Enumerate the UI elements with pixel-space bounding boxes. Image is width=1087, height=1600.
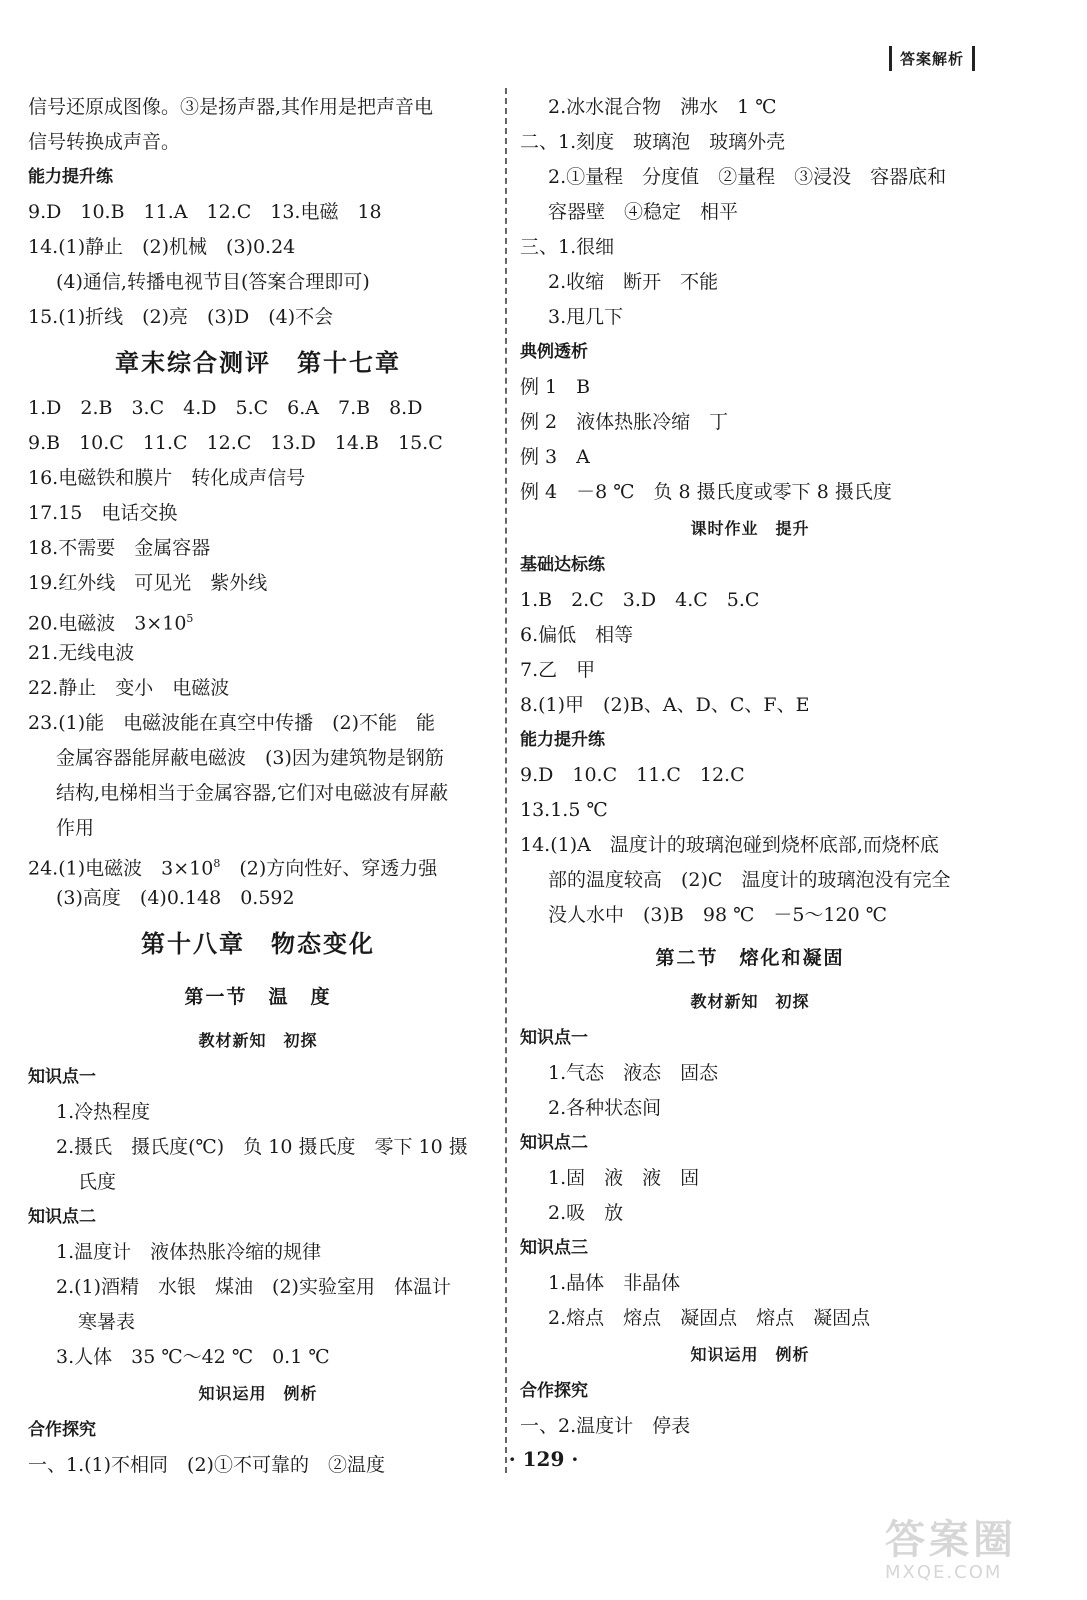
answer-line: 1.B 2.C 3.D 4.C 5.C [520,589,760,611]
subheading: 基础达标练 [520,555,605,575]
right-column [520,90,980,1444]
answer-line: 17.15 电话交换 [28,502,178,524]
answer-line: 19.红外线 可见光 紫外线 [28,572,268,594]
answer-line: 2.摄氏 摄氏度(℃) 负 10 摄氏度 零下 10 摄 [56,1136,468,1158]
answer-line: 1.固 液 液 固 [548,1167,700,1189]
column-divider [505,88,507,1473]
answer-line: 3.人体 35 ℃～42 ℃ 0.1 ℃ [56,1346,330,1368]
answer-line: 14.(1)静止 (2)机械 (3)0.24 [28,236,296,258]
answer-line: 3.甩几下 [548,306,624,328]
answer-line: 15.(1)折线 (2)亮 (3)D (4)不会 [28,306,334,328]
subheading: 知识点二 [28,1207,96,1227]
chapter-title: 第十八章 物态变化 [141,930,375,958]
answer-line: 1.D 2.B 3.C 4.D 5.C 6.A 7.B 8.D [28,397,423,419]
answer-line: 2.吸 放 [548,1202,624,1224]
answer-line: 一、1.(1)不相同 (2)①不可靠的 ②温度 [28,1454,385,1476]
answer-line: 6.偏低 相等 [520,624,634,646]
header-tag: 答案解析 [889,46,975,71]
answer-line [28,846,488,881]
text-line: 信号还原成图像。③是扬声器,其作用是把声音电 [28,96,434,118]
answer-line: 2.冰水混合物 沸水 1 ℃ [548,96,777,118]
answer-line: 18.不需要 金属容器 [28,537,211,559]
answer-line: 2.①量程 分度值 ②量程 ③浸没 容器底和 [548,166,947,188]
answer-line: 金属容器能屏蔽电磁波 (3)因为建筑物是钢筋 [56,747,444,769]
answer-line: 没人水中 (3)B 98 ℃ －5～120 ℃ [548,904,887,926]
sub-title: 知识运用 例析 [690,1345,810,1364]
sub-title: 教材新知 初探 [690,992,810,1011]
answer-line: 1.温度计 液体热胀冷缩的规律 [56,1241,322,1263]
text-line: 信号转换成声音。 [28,131,181,153]
answer-line: 9.B 10.C 11.C 12.C 13.D 14.B 15.C [28,432,443,454]
answer-line: 作用 [56,817,95,839]
answer-text: 24.(1)电磁波 3×10 [28,857,214,880]
subheading: 典例透析 [520,342,588,362]
page-number: · 129 · [508,1447,579,1471]
answer-line: 14.(1)A 温度计的玻璃泡碰到烧杯底部,而烧杯底 [520,834,939,856]
subheading: 合作探究 [520,1381,588,1401]
sub-title: 知识运用 例析 [198,1384,318,1403]
answer-line: 21.无线电波 [28,642,135,664]
answer-line: 例 1 B [520,376,591,398]
section-title: 第二节 熔化和凝固 [655,947,845,969]
answer-line: 例 4 －8 ℃ 负 8 摄氏度或零下 8 摄氏度 [520,481,892,503]
section-title: 第一节 温 度 [184,986,332,1008]
answer-text: (2)方向性好、穿透力强 [220,857,438,880]
answer-line: 2.各种状态间 [548,1097,662,1119]
subheading: 能力提升练 [28,167,113,187]
answer-line: 23.(1)能 电磁波能在真空中传播 (2)不能 能 [28,712,436,734]
answer-line: 22.静止 变小 电磁波 [28,677,230,699]
answer-line: 结构,电梯相当于金属容器,它们对电磁波有屏蔽 [56,782,449,804]
exponent: 5 [186,612,194,625]
sub-title: 教材新知 初探 [198,1031,318,1050]
sub-title: 课时作业 提升 [690,519,810,538]
subheading: 知识点一 [520,1028,588,1048]
subheading: 能力提升练 [520,730,605,750]
answer-line: 二、1.刻度 玻璃泡 玻璃外壳 [520,131,786,153]
answer-line: 一、2.温度计 停表 [520,1415,691,1437]
answer-line: 8.(1)甲 (2)B、A、D、C、F、E [520,694,810,716]
answer-line: 容器壁 ④稳定 相平 [548,201,739,223]
answer-line: 寒暑表 [78,1311,136,1333]
answer-line: 1.冷热程度 [56,1101,151,1123]
answer-line: 1.晶体 非晶体 [548,1272,681,1294]
answer-line: 部的温度较高 (2)C 温度计的玻璃泡没有完全 [548,869,951,891]
subheading: 知识点一 [28,1067,96,1087]
answer-line: 9.D 10.C 11.C 12.C [520,764,745,786]
review-title: 章末综合测评 第十七章 [115,349,401,377]
answer-line: 16.电磁铁和膜片 转化成声信号 [28,467,306,489]
answer-line: 氏度 [78,1171,117,1193]
answer-line: 2.收缩 断开 不能 [548,271,719,293]
subheading: 知识点二 [520,1133,588,1153]
watermark-logo [885,1518,1065,1588]
left-column [28,90,488,1483]
answer-line: 2.熔点 熔点 凝固点 熔点 凝固点 [548,1307,871,1329]
subheading: 知识点三 [520,1238,588,1258]
answer-line: 2.(1)酒精 水银 煤油 (2)实验室用 体温计 [56,1276,451,1298]
watermark-site: MXQE.COM [885,1562,1003,1583]
answer-line: 例 2 液体热胀冷缩 丁 [520,411,729,433]
answer-line: 例 3 A [520,446,590,468]
exponent: 8 [213,857,221,870]
watermark-main: 答案圈 [885,1517,1017,1563]
answer-line: 9.D 10.B 11.A 12.C 13.电磁 18 [28,201,382,223]
answer-line: (4)通信,转播电视节目(答案合理即可) [56,271,370,293]
subheading: 合作探究 [28,1420,96,1440]
answer-line: 13.1.5 ℃ [520,799,608,821]
answer-text: 20.电磁波 3×10 [28,612,187,635]
answer-line: 7.乙 甲 [520,659,596,681]
answer-line: 1.气态 液态 固态 [548,1062,719,1084]
answer-line [28,601,488,636]
answer-line: 三、1.很细 [520,236,615,258]
answer-line: (3)高度 (4)0.148 0.592 [56,887,295,909]
